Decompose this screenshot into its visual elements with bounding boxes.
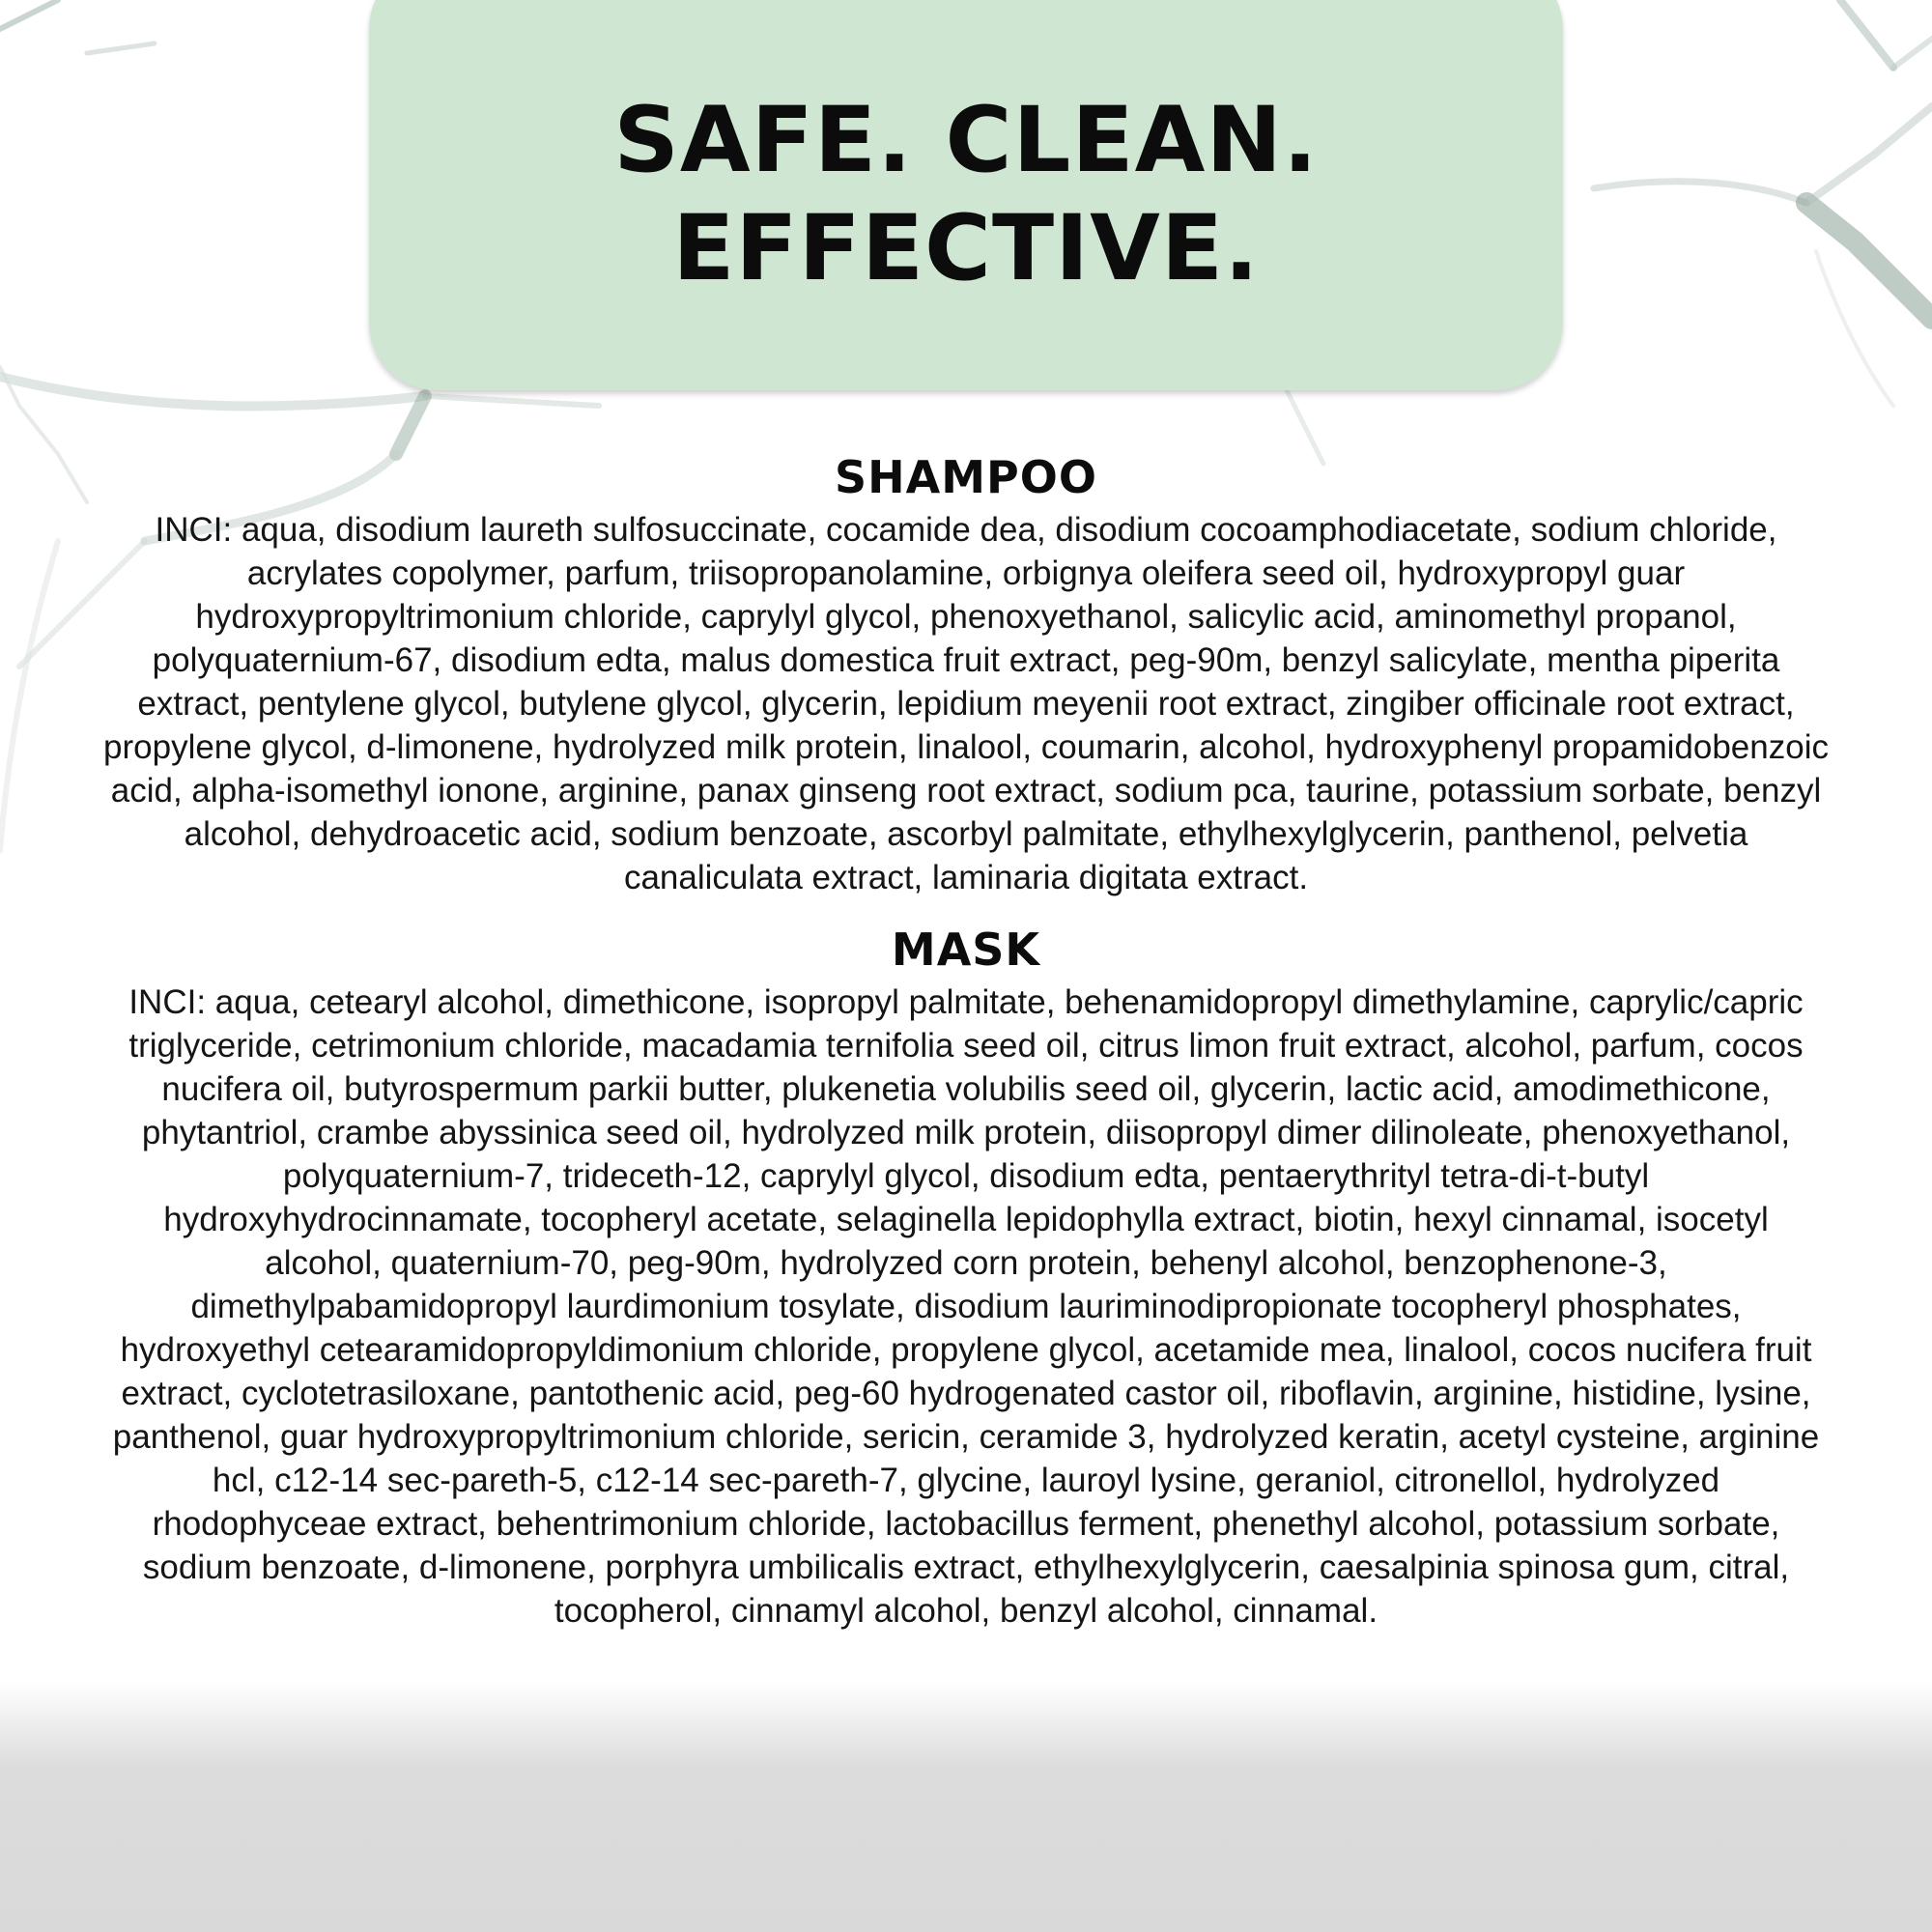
mask-heading: MASK xyxy=(891,923,1041,976)
mask-section xyxy=(97,919,1835,1633)
shampoo-inci-text: INCI: aqua, disodium laureth sulfosuccinate, cocamide dea, disodium cocoamphodiacetate, sodium chloride, acrylates copolymer, parfum, triisopropanolamine, orbignya oleifera seed oil, hydroxypropyl guar hydroxypropyltrimonium chloride, caprylyl glycol, phenoxyethanol, salicylic acid, aminomethyl propanol, polyquaternium-67, disodium edta, malus domestica fruit extract, peg-90m, benzyl salicylate, mentha piperita extract, pentylene glycol, butylene glycol, glycerin, lepidium meyenii root extract, zingiber officinale root extract, propylene glycol, d-limonene, hydrolyzed milk protein, linalool, coumarin, alcohol, hydroxyphenyl propamidobenzoic acid, alpha-isomethyl ionone, arginine, panax ginseng root extract, sodium pca, taurine, potassium sorbate, benzyl alcohol, dehydroacetic acid, sodium benzoate, ascorbyl palmitate, ethylhexylglycerin, panthenol, pelvetia canaliculata extract, laminaria digitata extract. xyxy=(103,511,1829,896)
title-line-2: EFFECTIVE. xyxy=(672,196,1260,301)
shampoo-heading: SHAMPOO xyxy=(835,451,1097,503)
ingredients-content xyxy=(97,446,1835,1633)
title-line-1: SAFE. CLEAN. xyxy=(613,88,1319,193)
shampoo-section xyxy=(97,446,1835,899)
mask-inci-text: INCI: aqua, cetearyl alcohol, dimethicone, isopropyl palmitate, behenamidopropyl dimethylamine, caprylic/capric triglyceride, cetrimonium chloride, macadamia ternifolia seed oil, citrus limon fruit extract, alcohol, parfum, cocos nucifera oil, butyrospermum parkii butter, plukenetia volubilis seed oil, glycerin, lactic acid, amodimethicone, phytantriol, crambe abyssinica seed oil, hydrolyzed milk protein, diisopropyl dimer dilinoleate, phenoxyethanol, polyquaternium-7, trideceth-12, caprylyl glycol, disodium edta, pentaerythrityl tetra-di-t-butyl hydroxyhydrocinnamate, tocopheryl acetate, selaginella lepidophylla extract, biotin, hexyl cinnamal, isocetyl alcohol, quaternium-70, peg-90m, hydrolyzed corn protein, behenyl alcohol, benzophenone-3, dimethylpabamidopropyl laurdimonium tosylate, disodium lauriminodipropionate tocopheryl phosphates, hydroxyethyl cetearamidopropyldimonium chloride, propylene glycol, acetamide mea, linalool, cocos nucifera fruit extract, cyclotetrasiloxane, pantothenic acid, peg-60 hydrogenated castor oil, riboflavin, arginine, histidine, lysine, panthenol, guar hydroxypropyltrimonium chloride, sericin, ceramide 3, hydrolyzed keratin, acetyl cysteine, arginine hcl, c12-14 sec-pareth-5, c12-14 sec-pareth-7, glycine, lauroyl lysine, geraniol, citronellol, hydrolyzed rhodophyceae extract, behentrimonium chloride, lactobacillus ferment, phenethyl alcohol, potassium sorbate, sodium benzoate, d-limonene, porphyra umbilicalis extract, ethylhexylglycerin, caesalpinia spinosa gum, citral, tocopherol, cinnamyl alcohol, benzyl alcohol, cinnamal. xyxy=(112,983,1820,1630)
title-card xyxy=(369,0,1563,390)
bottom-gray-band xyxy=(0,1681,1932,1932)
